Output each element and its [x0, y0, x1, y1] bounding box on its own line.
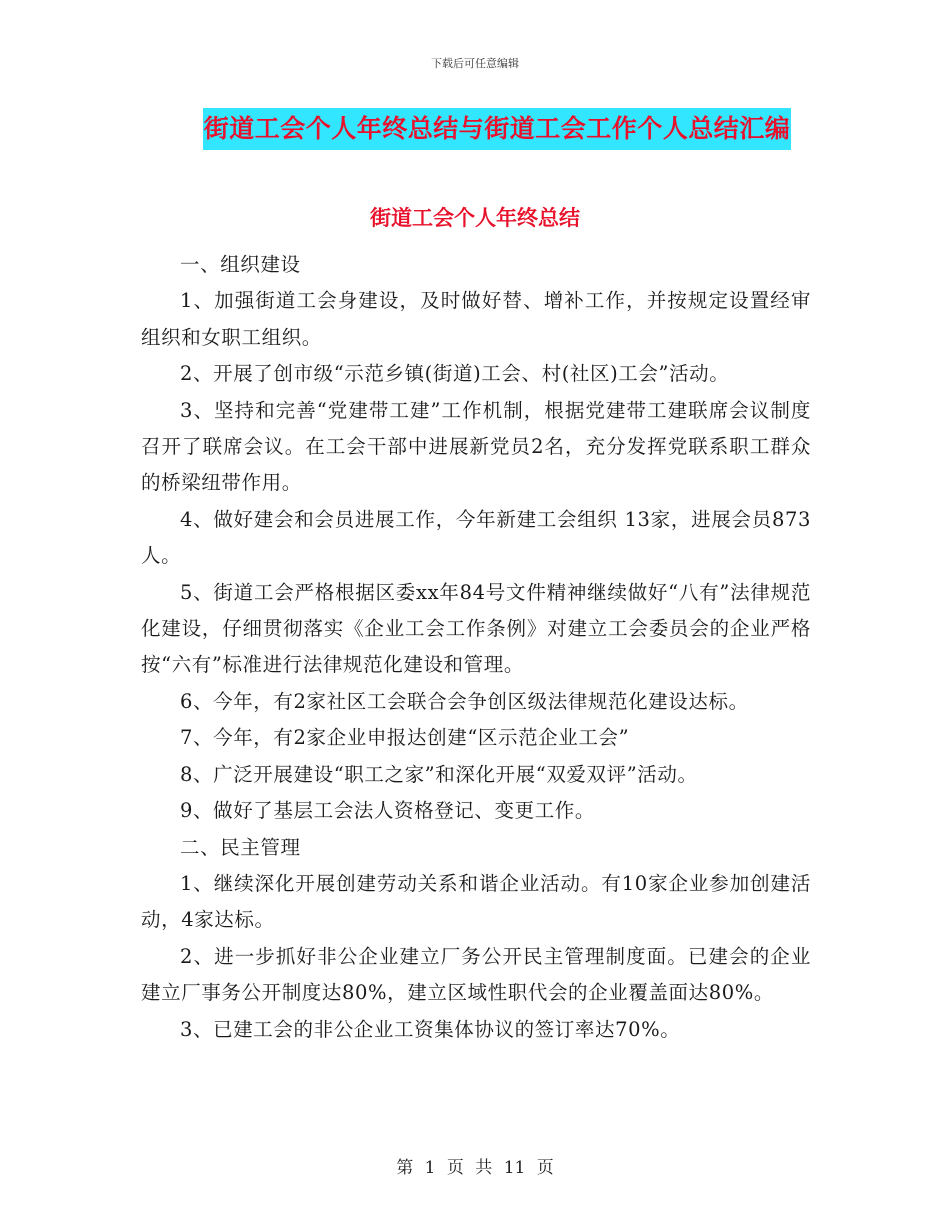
heading-organization: 一、组织建设 — [180, 253, 301, 276]
section-title: 街道工会个人年终总结 — [370, 206, 580, 230]
paragraph: 8、广泛开展建设“职工之家”和深化开展“双爱双评”活动。 — [180, 762, 698, 786]
paragraph: 2、进一步抓好非公企业建立厂务公开民主管理制度面。已建会的企业建立厂事务公开制度达80%，建立区域性职代会的企业覆盖面达80%。 — [141, 944, 811, 1005]
paragraph: 1、加强街道工会身建设，及时做好替、增补工作，并按规定设置经审组织和女职工组织。 — [141, 289, 811, 349]
heading-democratic-management: 二、民主管理 — [180, 835, 301, 859]
paragraph: 5、街道工会严格根据区委xx年84号文件精神继续做好“八有”法律规范化建设，仔细贯彻落实《企业工会工作条例》对建立工会委员会的企业严格按“六有”标准进行法律规范化建设和管理。 — [141, 580, 811, 677]
document-body — [141, 247, 811, 1048]
page-number: 第 1 页 共 11 页 — [396, 1158, 554, 1178]
header-note: 下载后可任意编辑 — [431, 57, 519, 70]
paragraph: 7、今年，有2家企业申报达创建“区示范企业工会” — [180, 726, 630, 750]
main-title: 街道工会个人年终总结与街道工会工作个人总结汇编 — [203, 108, 792, 150]
paragraph: 4、做好建会和会员进展工作，今年新建工会组织 13家，进展会员873人。 — [141, 507, 811, 568]
paragraph: 2、开展了创市级“示范乡镇(街道)工会、村(社区)工会”活动。 — [180, 362, 730, 386]
main-title-wrapper — [0, 108, 950, 150]
paragraph: 3、坚持和完善“党建带工建”工作机制，根据党建带工建联席会议制度召开了联席会议。在工会干部中进展新党员2名，充分发挥党联系职工群众的桥梁纽带作用。 — [141, 398, 811, 495]
paragraph: 9、做好了基层工会法人资格登记、变更工作。 — [180, 799, 596, 823]
paragraph: 1、继续深化开展创建劳动关系和谐企业活动。有10家企业参加创建活动，4家达标。 — [141, 871, 811, 932]
paragraph: 3、已建工会的非公企业工资集体协议的签订率达70%。 — [180, 1017, 681, 1041]
paragraph: 6、今年，有2家社区工会联合会争创区级法律规范化建设达标。 — [180, 689, 749, 713]
